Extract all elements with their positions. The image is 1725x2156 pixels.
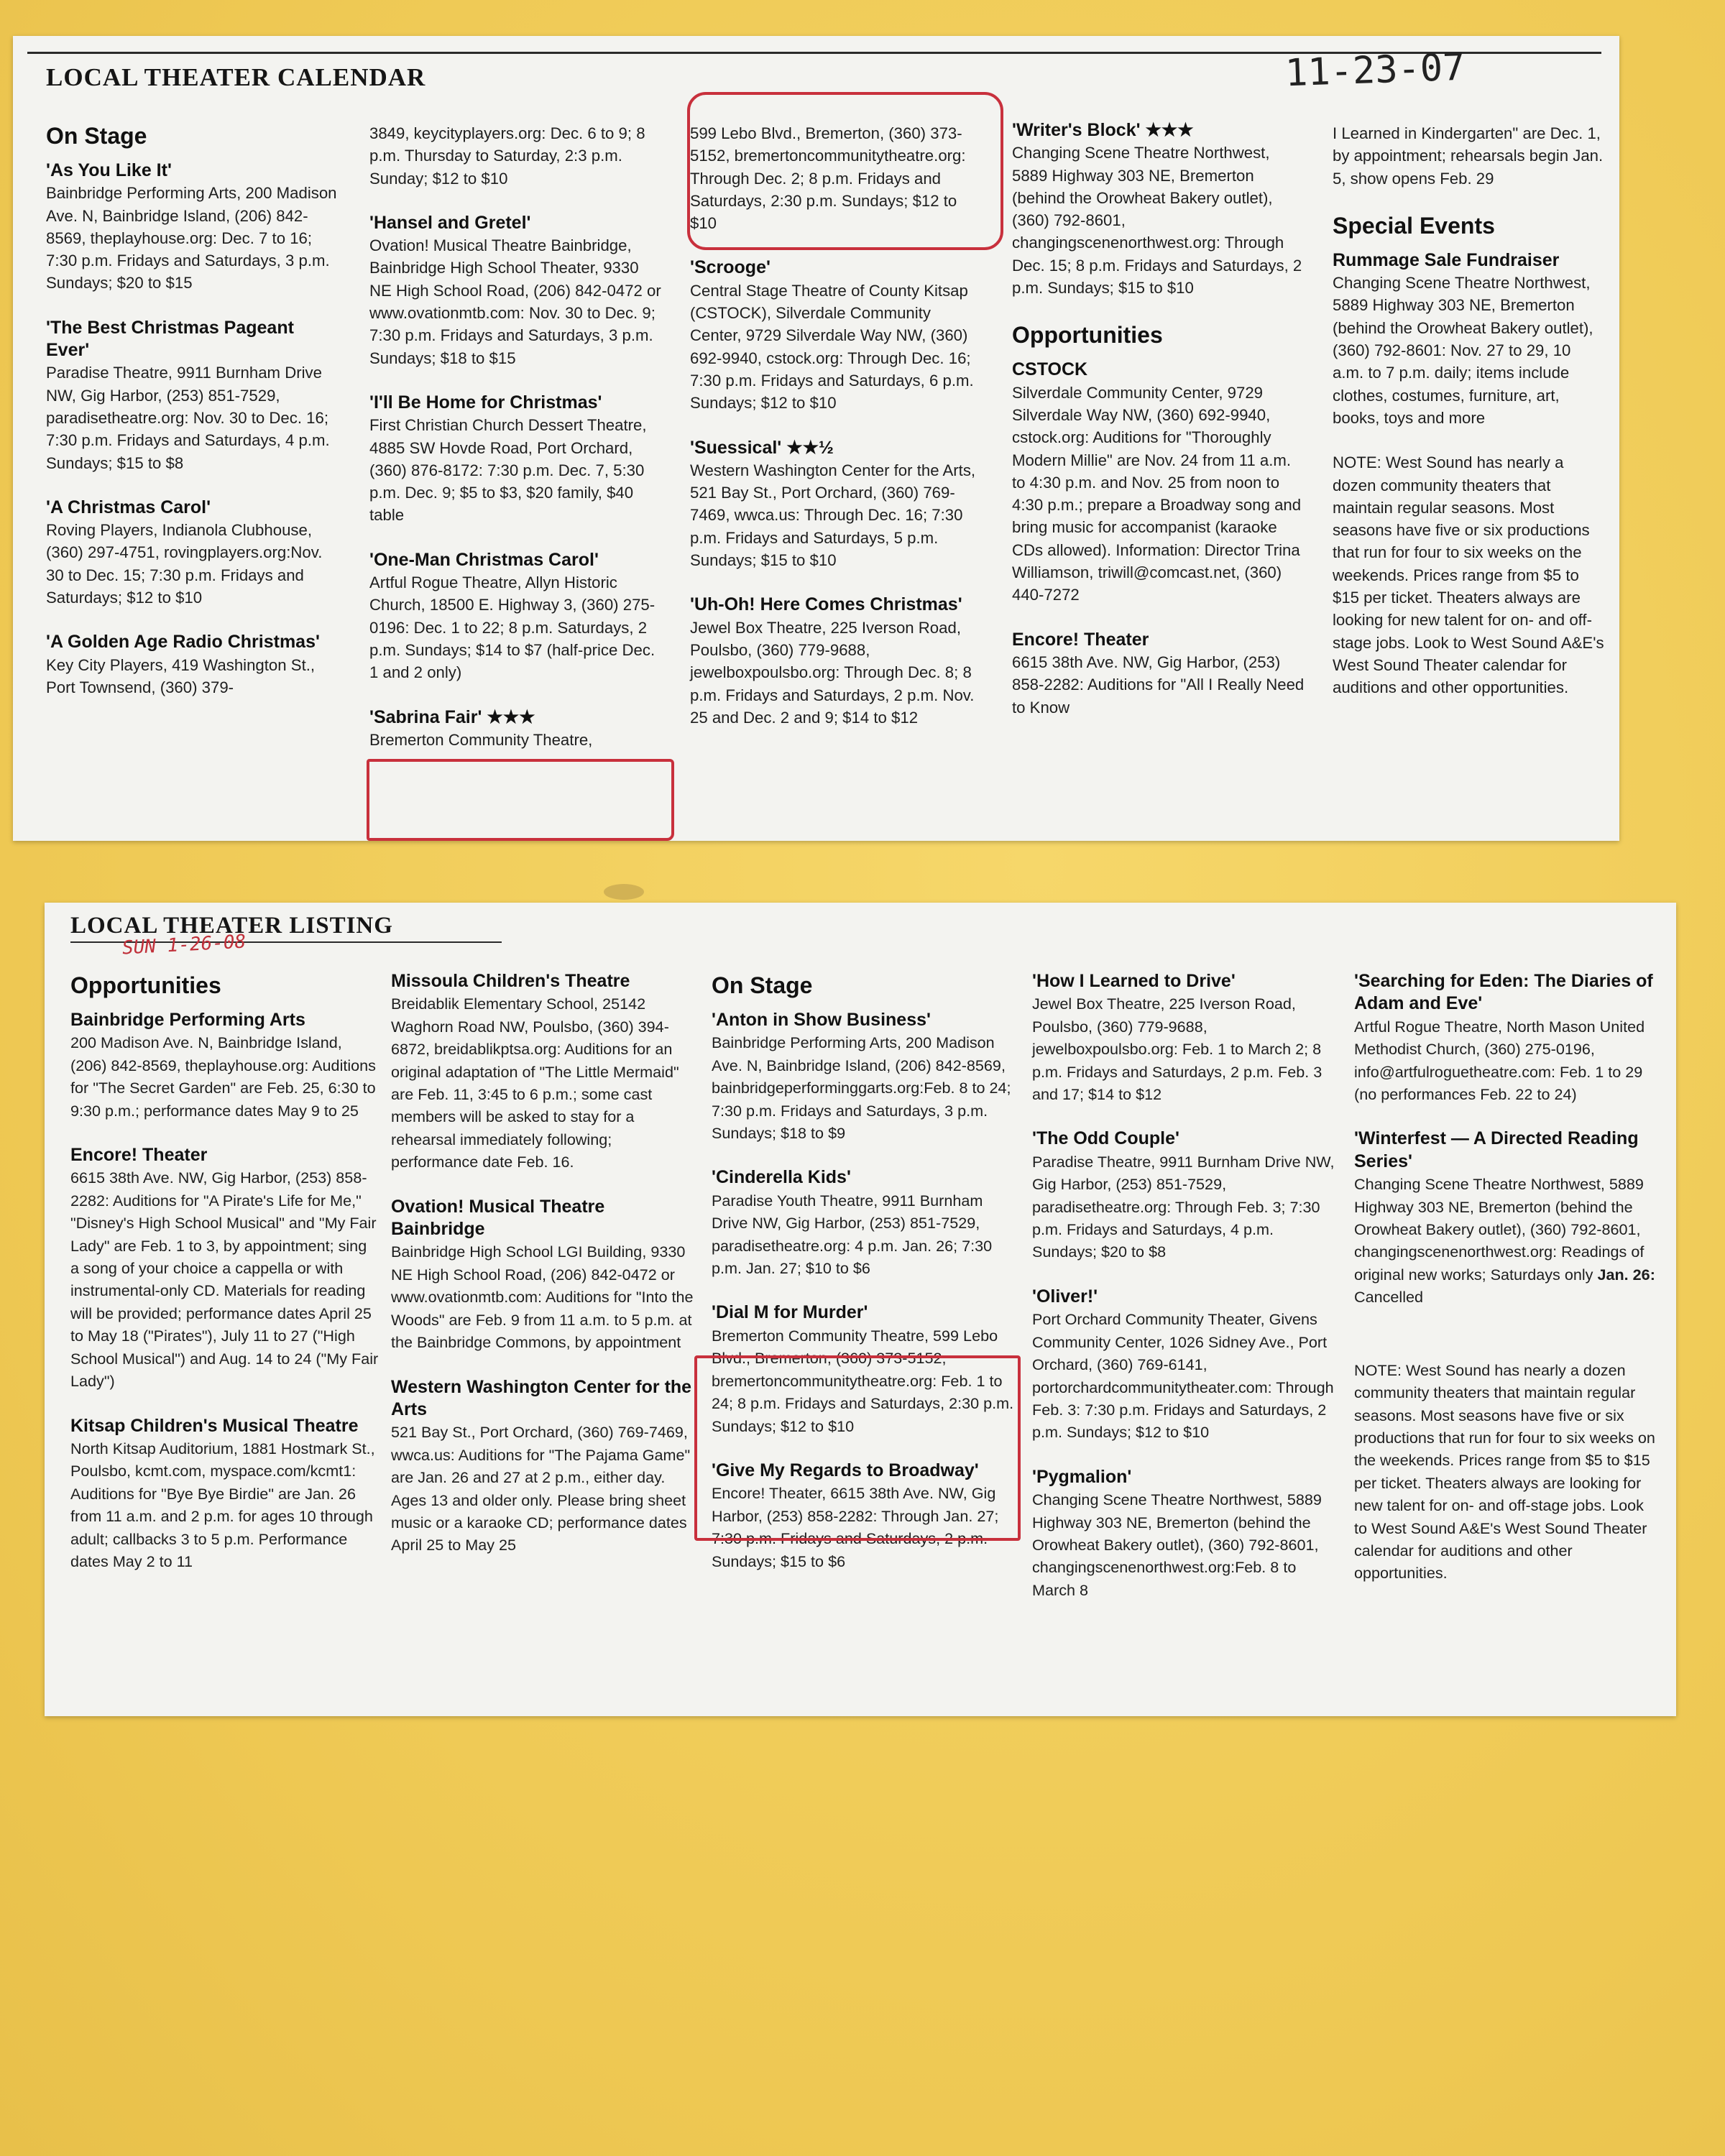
entry-title: 'Searching for Eden: The Diaries of Adam and Eve' (1354, 971, 1653, 1014)
note-text (1354, 1359, 1656, 1585)
listing-entry (46, 497, 341, 609)
entry-body: Silverdale Community Center, 9729 Silverdale Way NW, (360) 692-9940, cstock.org: Auditions for "Thoroughly Modern Millie" are Nov. 24 from 11 a.m. to 4:30 p.m. and Nov. 25 from noon to 4:30 p.m.; prepare a Broadway song and bring music for accompanist (karaoke CDs allowed). Information: Director Trina Williamson, triwill@comcast.net, (360) 440-7272 (1012, 383, 1302, 604)
entry-body: Bainbridge Performing Arts, 200 Madison Ave. N, Bainbridge Island, (206) 842-8569, bainbridgeperforminggarts.org:Feb. 8 to 24; 7:30 p.m. Fridays and Saturdays, 3 p.m. Sundays; $18 to $9 (712, 1033, 1011, 1143)
entry-title: Ovation! Musical Theatre Bainbridge (391, 1196, 605, 1240)
calendar-col-1 (46, 121, 341, 721)
listing-col-4 (1032, 970, 1341, 1623)
entry-title: Rummage Sale Fundraiser (1333, 249, 1560, 270)
entry-title: Kitsap Children's Musical Theatre (70, 1415, 359, 1436)
entry-body: 200 Madison Ave. N, Bainbridge Island, (206) 842-8569, theplayhouse.org: Auditions for "The Secret Garden" are Feb. 25, 6:30 to 9:30 p.m.; performance dates May 9 to 25 (70, 1033, 376, 1120)
entry-body: Breidablik Elementary School, 25142 Waghorn Road NW, Poulsbo, (360) 394-6872, breidablikptsa.org: Auditions for an original adaptation of "The Little Mermaid" are Feb. 11, 3:45 to 6 p.m.; some cast members will be asked to stay for a rehearsal immediately following; performance date Feb. 16. (391, 995, 679, 1171)
red-highlight-box (694, 1355, 1021, 1541)
entry-body: Changing Scene Theatre Northwest, 5889 Highway 303 NE, Bremerton (behind the Orowheat Bakery outlet), (360) 792-8601, changingscenenorthwest.org: Readings of original new works; Saturdays only (1354, 1175, 1644, 1284)
listing-entry (369, 392, 664, 527)
entry-title: 'Suessical' ★★½ (690, 437, 834, 458)
entry-body: North Kitsap Auditorium, 1881 Hostmark St., Poulsbo, kcmt.com, myspace.com/kcmt1: Auditions for "Bye Bye Birdie" are Jan. 26 from 11 a.m. and 2 p.m. for ages 10 through adult; callbacks 3 to 5 p.m. Performance dates May 2 to 11 (70, 1439, 375, 1570)
entry-body: 521 Bay St., Port Orchard, (360) 769-7469, wwca.us: Auditions for "The Pajama Game" are Jan. 26 and 27 at 2 p.m., either day. Ages 13 and older only. Please bring sheet music or a karaoke CD; performance dates April 25 to May 25 (391, 1423, 691, 1554)
entry-title: 'Oliver!' (1032, 1286, 1098, 1307)
listing-entry (690, 594, 985, 729)
entry-title: 'Sabrina Fair' ★★★ (369, 706, 535, 727)
note-text (1333, 451, 1606, 699)
listing-entry (369, 212, 664, 369)
listing-entry (1032, 970, 1341, 1105)
entry-body: Port Orchard Community Theater, Givens Community Center, 1026 Sidney Ave., Port Orchard, (360) 769-6141, portorchardcommunitytheater.com: Through Feb. 3: 7:30 p.m. Fridays and Saturdays, 2 p.m. Sundays; $12 to $10 (1032, 1310, 1334, 1442)
entry-body: Changing Scene Theatre Northwest, 5889 Highway 303 NE, Bremerton (behind the Orowheat Bakery outlet), (360) 792-8601, changingscenenorthwest.org: Through Dec. 15; 8 p.m. Fridays and Saturdays, 2 p.m. Sundays; $15 to $10 (1012, 144, 1302, 298)
listing-entry (369, 549, 664, 684)
paper-stain (604, 884, 644, 900)
entry-title: 'Dial M for Murder' (712, 1302, 868, 1323)
entry-title: Encore! Theater (1012, 629, 1149, 650)
entry-title: CSTOCK (1012, 359, 1088, 380)
entry-title: 'One-Man Christmas Carol' (369, 549, 599, 570)
listing-entry (1333, 122, 1606, 190)
listing-entry (46, 631, 341, 699)
entry-body: Bainbridge High School LGI Building, 9330 NE High School Road, (206) 842-0472 or www.ovationmtb.com: Auditions for "Into the Woods" are Feb. 9 from 11 a.m. to 5 p.m. at the Bainbridge Commons, by appointment (391, 1243, 694, 1352)
red-highlight-box (687, 92, 1003, 250)
section-heading: Special Events (1333, 212, 1495, 239)
listing-entry (712, 1166, 1021, 1279)
listing-col-1 (70, 970, 380, 1595)
listing-entry (1333, 249, 1606, 429)
entry-title: Missoula Children's Theatre (391, 971, 630, 991)
entry-body: I Learned in Kindergarten" are Dec. 1, by appointment; rehearsals begin Jan. 5, show opens Feb. 29 (1333, 124, 1604, 188)
entry-body: Encore! Theater, 6615 38th Ave. NW, Gig Harbor, (253) 858-2282: Through Jan. 27; 7:30 p.m. Fridays and Saturdays, 2 p.m. Sundays; $15 to $6 (712, 1484, 999, 1570)
entry-title: Western Washington Center for the Arts (391, 1376, 692, 1419)
entry-title: 'Uh-Oh! Here Comes Christmas' (690, 594, 962, 615)
entry-body: Jewel Box Theatre, 225 Iverson Road, Poulsbo, (360) 779-9688, jewelboxpoulsbo.org: Through Dec. 8; 8 p.m. Fridays and Saturdays, 2 p.m. Nov. 25 and Dec. 2 and 9; $14 to $12 (690, 618, 975, 727)
entry-date-bold: Jan. 26: (1597, 1265, 1655, 1284)
entry-body: Key City Players, 419 Washington St., Port Townsend, (360) 379- (46, 655, 316, 696)
listing-entry (369, 706, 664, 752)
entry-title: 'Scrooge' (690, 257, 770, 278)
listing-entry (1032, 1286, 1341, 1444)
listing-entry (690, 257, 985, 414)
listing-entry (1354, 1128, 1656, 1308)
entry-title: 'The Odd Couple' (1032, 1128, 1179, 1149)
entry-title: 'As You Like It' (46, 160, 172, 180)
entry-body: Paradise Theatre, 9911 Burnham Drive NW, Gig Harbor, (253) 851-7529, paradisetheatre.org: Through Feb. 3; 7:30 p.m. Fridays and Saturdays, 4 p.m. Sundays; $20 to $8 (1032, 1152, 1335, 1261)
listing-entry (70, 1415, 380, 1573)
entry-body: 6615 38th Ave. NW, Gig Harbor, (253) 858-2282: Auditions for "All I Really Need to Know (1012, 653, 1305, 717)
entry-body: 6615 38th Ave. NW, Gig Harbor, (253) 858-2282: Auditions for "A Pirate's Life for Me," "Disney's High School Musical" and "My Fair Lady" are Feb. 1 to 3, by appointment; sing a song of your choice a cappella or with instrumental-only CD. Materials for reading will be provided; performance dates April 25 to May 18 ("Pirates"), July 11 to 27 ("High School Musical") and Aug. 14 to 24 ("My Fair Lady") (70, 1169, 379, 1391)
listing-entry (391, 970, 700, 1174)
entry-title: 'Give My Regards to Broadway' (712, 1460, 979, 1480)
entry-body: First Christian Church Dessert Theatre, 4885 SW Hovde Road, Port Orchard, (360) 876-8172: 7:30 p.m. Dec. 7, 5:30 p.m. Dec. 9; $5 to $3, $20 family, $40 table (369, 416, 647, 525)
listing-entry (690, 437, 985, 572)
listing-col-5 (1354, 970, 1656, 1607)
listing-entry (46, 160, 341, 295)
listing-entry (712, 1009, 1021, 1144)
entry-body: Ovation! Musical Theatre Bainbridge, Bainbridge High School Theater, 9330 NE High School Road, (206) 842-0472 or www.ovationmtb.com: Nov. 30 to Dec. 9; 7:30 p.m. Fridays and Saturdays, 3 p.m. Sundays; $18 to $15 (369, 236, 661, 367)
section-heading: Opportunities (70, 972, 221, 998)
entry-title: 'Pygmalion' (1032, 1466, 1132, 1487)
entry-body: Artful Rogue Theatre, North Mason United Methodist Church, (360) 275-0196, info@artfulroguetheatre.com: Feb. 1 to 29 (no performances Feb. 22 to 24) (1354, 1017, 1645, 1104)
listing-entry (1032, 1128, 1341, 1263)
entry-title: 'I'll Be Home for Christmas' (369, 392, 602, 413)
entry-body: Jewel Box Theatre, 225 Iverson Road, Poulsbo, (360) 779-9688, jewelboxpoulsbo.org: Feb. 1 to March 2; 8 p.m. Fridays and Saturdays, 2 p.m. Feb. 3 and 17; $14 to $12 (1032, 995, 1322, 1104)
listing-entry (1032, 1466, 1341, 1601)
listing-heading: LOCAL THEATER LISTING (70, 913, 393, 939)
entry-status: Cancelled (1354, 1288, 1424, 1307)
handwritten-date: SUN 1-26-08 (121, 931, 247, 959)
entry-body: Paradise Youth Theatre, 9911 Burnham Drive NW, Gig Harbor, (253) 851-7529, paradisetheatre.org: 4 p.m. Jan. 26; 7:30 p.m. Jan. 27; $10 to $6 (712, 1191, 993, 1278)
entry-body: Bremerton Community Theatre, 599 Lebo Blvd., Bremerton, (360) 373-5152, bremertoncommunitytheatre.org: Feb. 1 to 24; 8 p.m. Fridays and Saturdays, 2:30 p.m. Sundays; $12 to $10 (712, 1326, 1014, 1435)
entry-title: 'Anton in Show Business' (712, 1010, 931, 1030)
entry-title: Bainbridge Performing Arts (70, 1010, 305, 1030)
listing-entry (70, 1009, 380, 1122)
entry-title: 'Cinderella Kids' (712, 1167, 851, 1188)
calendar-clipping (13, 36, 1619, 841)
entry-title: Encore! Theater (70, 1145, 208, 1166)
listing-entry (70, 1144, 380, 1392)
listing-entry (1354, 970, 1656, 1105)
listing-entry (391, 1376, 700, 1557)
listing-entry (1012, 359, 1307, 606)
handwritten-date: 11-23-07 (1284, 45, 1466, 96)
entry-body: Western Washington Center for the Arts, 521 Bay St., Port Orchard, (360) 769-7469, wwca.us: Through Dec. 16; 7:30 p.m. Fridays and Saturdays, 5 p.m. Sundays; $15 to $10 (690, 461, 976, 570)
listing-clipping (45, 903, 1676, 1716)
entry-body: Changing Scene Theatre Northwest, 5889 Highway 303 NE, Bremerton (behind the Orowheat Bakery outlet), (360) 792-8601: Nov. 27 to 29, 10 a.m. to 7 p.m. daily; items include clothes, costumes, furniture, art, books, toys and more (1333, 274, 1593, 427)
entry-body: 599 Lebo Blvd., Bremerton, (360) 373-5152, bremertoncommunitytheatre.org: Through Dec. 2; 8 p.m. Fridays and Saturdays, 2:30 p.m. Sundays; $12 to $10 (690, 124, 966, 233)
calendar-col-2 (369, 122, 664, 773)
entry-body: Roving Players, Indianola Clubhouse, (360) 297-4751, rovingplayers.org:Nov. 30 to Dec. 15; 7:30 p.m. Fridays and Saturdays; $12 to $10 (46, 521, 323, 607)
calendar-col-5 (1333, 122, 1606, 722)
listing-entry (46, 317, 341, 474)
listing-entry (369, 122, 664, 190)
entry-body: Bainbridge Performing Arts, 200 Madison Ave. N, Bainbridge Island, (206) 842-8569, theplayhouse.org: Dec. 7 to 16; 7:30 p.m. Fridays and Saturdays, 3 p.m. Sundays; $20 to $15 (46, 184, 337, 292)
entry-title: 'How I Learned to Drive' (1032, 971, 1236, 991)
entry-body: NOTE: West Sound has nearly a dozen community theaters that maintain regular seasons. Most seasons have five or six productions that run for four to six weeks on the weekends. Prices range from $5 to $15 per ticket. Theaters always are looking for new talent for on- and off-stage jobs. Look to West Sound A&E's West Sound Theater calendar for auditions and other opportunities. (1333, 453, 1604, 697)
entry-title: 'Winterfest — A Directed Reading Series' (1354, 1128, 1639, 1171)
listing-entry (1012, 119, 1307, 299)
section-heading: Opportunities (1012, 322, 1163, 349)
entry-title: 'A Golden Age Radio Christmas' (46, 632, 320, 653)
entry-body: Bremerton Community Theatre, (369, 730, 593, 749)
entry-body: Changing Scene Theatre Northwest, 5889 Highway 303 NE, Bremerton (behind the Orowheat Bakery outlet), (360) 792-8601, changingscenenorthwest.org:Feb. 8 to March 8 (1032, 1491, 1322, 1599)
section-heading: On Stage (46, 123, 147, 149)
entry-body: NOTE: West Sound has nearly a dozen community theaters that maintain regular seasons. Most seasons have five or six productions that run for four to six weeks on the weekends. Prices range from $5 to $15 per ticket. Theaters always are looking for new talent for on- and off-stage jobs. Look to West Sound A&E's West Sound Theater calendar for auditions and other opportunities. (1354, 1360, 1655, 1583)
entry-title: 'A Christmas Carol' (46, 497, 211, 517)
entry-body: Central Stage Theatre of County Kitsap (CSTOCK), Silverdale Community Center, 9729 Silverdale Way NW, (360) 692-9940, cstock.org: Through Dec. 16; 7:30 p.m. Fridays and Saturdays, 6 p.m. Sundays; $12 to $10 (690, 281, 974, 413)
calendar-heading: LOCAL THEATER CALENDAR (46, 63, 426, 91)
entry-title: 'Hansel and Gretel' (369, 212, 531, 233)
section-heading: On Stage (712, 972, 813, 998)
red-highlight-box (367, 759, 674, 841)
entry-body: 3849, keycityplayers.org: Dec. 6 to 9; 8 p.m. Thursday to Saturday, 2:3 p.m. Sunday; $12 to $10 (369, 124, 645, 188)
entry-title: 'Writer's Block' ★★★ (1012, 120, 1194, 140)
calendar-col-4 (1012, 119, 1307, 741)
entry-title: 'The Best Christmas Pageant Ever' (46, 317, 294, 361)
entry-body: Paradise Theatre, 9911 Burnham Drive NW, Gig Harbor, (253) 851-7529, paradisetheatre.org: Nov. 30 to Dec. 16; 7:30 p.m. Fridays and Saturdays, 4 p.m. Sundays; $15 to $8 (46, 364, 330, 472)
listing-col-2 (391, 970, 700, 1579)
listing-entry (391, 1196, 700, 1354)
entry-body: Artful Rogue Theatre, Allyn Historic Church, 18500 E. Highway 3, (360) 275-0196: Dec. 1 to 22; 8 p.m. Saturdays, 2 p.m. Sundays; $14 to $7 (half-price Dec. 1 and 2 only) (369, 573, 656, 682)
listing-entry (1012, 629, 1307, 719)
